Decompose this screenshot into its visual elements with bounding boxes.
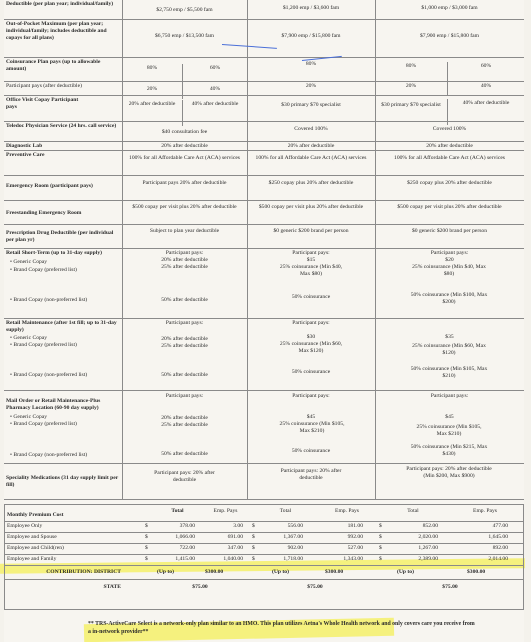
plan2-total-header: Total: [279, 508, 292, 514]
row-retail-maintenance: [4, 319, 524, 391]
plan3-emp-pays: 1,645.00: [488, 534, 508, 540]
plan1-value: $40 consultation fee: [161, 129, 208, 135]
plan3-out-network: 40% after deductible: [447, 99, 524, 125]
plan1-value: 100% for all Affordable Care Act (ACA) services: [129, 155, 240, 161]
plan3-emp-pays: 892.00: [492, 545, 508, 551]
plan2-value: 20%: [305, 83, 317, 89]
plan1-total: 1,066.00: [175, 534, 195, 540]
plan3-out-network: 40%: [447, 82, 524, 96]
premium-title: Monthly Premium Cost: [7, 512, 64, 518]
plan2-total: 556.00: [287, 523, 303, 529]
row-label: Diagnostic Lab: [6, 143, 43, 149]
plan3-value: $250 copay plus 20% after deductible: [407, 180, 492, 186]
row-label: Speciality Medications (31 day supply limit per fill): [6, 475, 119, 488]
plan2-value: $250 copay plus 20% after deductible: [268, 180, 354, 186]
plan3-nonpref: 50% coinsurance (Min $105, Max $210): [410, 366, 488, 379]
plan1-value: Participant pays 20% after deductible: [142, 180, 227, 186]
plan1-upto: (Up to): [157, 569, 174, 575]
plan2-emp-pays: 527.00: [347, 545, 363, 551]
currency-sign: $: [145, 523, 148, 529]
plan3-in-network: 20%: [405, 83, 417, 89]
plan1-emp-header: Emp. Pays: [213, 508, 238, 514]
row-label: Office Visit Copay Participant pays: [6, 97, 79, 110]
plan3-value: Participant pays: 20% after deductible (Min $200, Max $900): [406, 466, 492, 479]
plan1-total: 378.00: [179, 523, 195, 529]
row-label: Emergency Room (participant pays): [6, 183, 93, 189]
plan2-nonpref: 50% coinsurance: [291, 294, 331, 300]
plan2-upto: (Up to): [272, 569, 289, 575]
plan2-brand: 25% coinsurance (Min $40, Max $80): [279, 264, 343, 277]
plan3-value: $7,900 emp / $15,800 fam: [419, 33, 480, 39]
plan3-brand: 25% coinsurance (Min $60, Max $120): [412, 343, 486, 356]
plan1-district-amount: $300.00: [205, 569, 224, 575]
plan3-head: Participant pays:: [430, 250, 469, 256]
plan2-value: Participant pays: 20% after deductible: [280, 468, 342, 481]
plan2-generic: $15: [306, 257, 316, 263]
plan3-total: 2,020.00: [418, 534, 438, 540]
plan2-value: $500 copay per visit plus 20% after deductible: [258, 204, 364, 210]
currency-sign: $: [252, 556, 255, 562]
plan3-out-network: 60%: [447, 62, 524, 86]
plan2-generic: $30: [306, 334, 316, 340]
plan2-brand: 25% coinsurance (Min $105, Max $210): [279, 421, 345, 434]
brand-preferred-label: • Brand Copay (preferred list): [10, 421, 77, 427]
plan2-emp-pays: 992.00: [347, 534, 363, 540]
plan2-head: Participant pays:: [292, 250, 330, 256]
row-label: Participant pays (after deductible): [6, 83, 82, 89]
plan2-state-amount: $75.00: [307, 584, 323, 590]
plan3-value: Covered 100%: [432, 126, 467, 132]
plan2-head: Participant pays:: [292, 320, 330, 326]
plan2-head: Participant pays:: [292, 393, 330, 399]
plan1-generic: 20% after deductible: [161, 257, 208, 263]
currency-sign: $: [379, 523, 382, 529]
row-label: Preventive Care: [6, 152, 45, 158]
row-teledoc: [4, 122, 524, 142]
plan1-value: Participant pays: 20% after deductible: [154, 470, 215, 483]
plan1-brand: 25% after deductible: [161, 422, 208, 428]
plan3-brand: 25% coinsurance (Min $40, Max $80): [412, 264, 486, 277]
currency-sign: $: [252, 523, 255, 529]
benefits-table: [4, 0, 524, 642]
plan2-total: 1,718.00: [283, 556, 303, 562]
currency-sign: $: [379, 545, 382, 551]
plan3-total: 2,389.00: [418, 556, 438, 562]
plan1-total: 1,415.00: [175, 556, 195, 562]
row-specialty-medications: [4, 464, 524, 500]
plan1-value: $500 copay per visit plus 20% after deductible: [132, 204, 237, 210]
plan3-district-amount: $300.00: [467, 569, 486, 575]
currency-sign: $: [145, 545, 148, 551]
plan2-value: $0 generic $200 brand per person: [273, 228, 349, 234]
brand-preferred-label: • Brand Copay (preferred list): [10, 342, 77, 348]
plan3-total: 1,267.00: [418, 545, 438, 551]
plan3-value: $500 copay per visit plus 20% after deductible: [397, 204, 502, 210]
plan1-nonpref: 50% after deductible: [161, 297, 208, 303]
plan1-out-network: 60%: [182, 64, 247, 88]
row-preventive-care: [4, 151, 524, 176]
plan1-state-amount: $75.00: [192, 584, 208, 590]
plan2-value: $30 primary $70 specialist: [281, 102, 341, 108]
plan1-total: 722.00: [179, 545, 195, 551]
plan2-value: 100% for all Affordable Care Act (ACA) services: [255, 155, 367, 161]
plan2-emp-pays: 181.00: [347, 523, 363, 529]
plan1-nonpref: 50% after deductible: [161, 372, 208, 378]
contribution-state-row: [5, 579, 523, 594]
plan3-total: 852.00: [422, 523, 438, 529]
plan1-emp-pays: 347.00: [227, 545, 243, 551]
row-rx-deductible: [4, 225, 524, 249]
brand-nonpreferred-label: • Brand Copay (non-preferred list): [10, 372, 88, 378]
row-coinsurance-participant: [4, 82, 524, 96]
plan3-in-network: 80%: [405, 63, 417, 69]
plan2-total: 902.00: [287, 545, 303, 551]
plan3-emp-pays: 2,014.00: [488, 556, 508, 562]
currency-sign: $: [145, 534, 148, 540]
row-label: Out-of-Pocket Maximum (per plan year; individual/family; includes deductible and copays for all plans): [6, 21, 107, 41]
row-label: Deductible (per plan year; individual/family): [6, 1, 114, 7]
plan1-total-header: Total: [171, 508, 184, 514]
plan1-emp-pays: 3.00: [233, 523, 243, 529]
brand-nonpreferred-label: • Brand Copay (non-preferred list): [10, 297, 88, 303]
plan2-value: Covered 100%: [294, 126, 328, 132]
plan3-value: $0 generic $200 brand per person: [411, 228, 488, 234]
row-office-visit: [4, 96, 524, 122]
plan1-generic: 20% after deductible: [161, 336, 208, 342]
row-label: Mail Order or Retail Maintenance-Plus Pharmacy Location (60-90 day supply): [6, 398, 101, 411]
plan2-nonpref: 50% coinsurance: [291, 369, 331, 375]
plan2-value: 20% after deductible: [287, 143, 335, 149]
plan1-out-network: 40%: [182, 85, 247, 99]
plan3-state-amount: $75.00: [442, 584, 458, 590]
row-freestanding-er: [4, 201, 524, 225]
plan3-nonpref: 50% coinsurance (Min $100, Max $200): [410, 292, 488, 305]
currency-sign: $: [252, 534, 255, 540]
currency-sign: $: [145, 556, 148, 562]
row-retail-short-term: [4, 249, 524, 319]
plan3-nonpref: 50% coinsurance (Min $215, Max $430): [410, 444, 488, 457]
plan2-value: $1,200 emp / $3,600 fam: [282, 5, 340, 11]
row-label: Retail Short-Term (up to 31-day supply): [6, 250, 102, 256]
plan1-head: Participant pays:: [165, 250, 204, 256]
row-diagnostic-lab: [4, 142, 524, 151]
contribution-district-row: [5, 565, 523, 580]
premium-row-label: Employee and Family: [7, 556, 57, 562]
plan2-brand: 25% coinsurance (Min $60, Max $120): [279, 341, 343, 354]
plan1-head: Participant pays:: [165, 393, 204, 399]
plan3-head: Participant pays:: [430, 393, 469, 399]
plan1-value: Subject to plan year deductible: [149, 228, 220, 234]
state-label: STATE: [103, 584, 121, 590]
premium-table: [4, 504, 524, 610]
plan1-brand: 25% after deductible: [161, 343, 208, 349]
plan2-generic: $45: [306, 414, 316, 420]
premium-row-label: Employee and Spouse: [7, 534, 57, 540]
plan1-in-network: 20%: [146, 86, 158, 92]
plan3-total-header: Total: [407, 508, 419, 514]
plan3-generic: $35: [445, 334, 454, 340]
currency-sign: $: [379, 556, 382, 562]
plan1-brand: 25% after deductible: [161, 264, 208, 270]
plan3-emp-pays: 477.00: [492, 523, 508, 529]
row-label: Prescription Drug Deductible (per individual per plan yr): [6, 230, 114, 243]
plan1-in-network: 80%: [146, 65, 158, 71]
row-mail-order: [4, 391, 524, 464]
plan1-nonpref: 50% after deductible: [161, 451, 208, 457]
generic-copay-label: • Generic Copay: [10, 414, 48, 420]
plan1-value: $2,750 emp / $5,500 fam: [156, 7, 213, 13]
plan2-emp-header: Emp. Pays: [335, 508, 359, 514]
plan1-head: Participant pays:: [165, 320, 204, 326]
plan2-value: $7,900 emp / $15,800 fam: [281, 33, 341, 39]
contribution-label: CONTRIBUTION: DISTRICT: [46, 569, 121, 575]
plan3-brand: 25% coinsurance (Min $105, Max $210): [416, 424, 482, 437]
plan2-emp-pays: 1,343.00: [343, 556, 363, 562]
row-label: Freestanding Emergency Room: [6, 210, 82, 216]
currency-sign: $: [379, 534, 382, 540]
plan1-value: $6,750 emp / $13,500 fam: [154, 33, 215, 39]
plan3-in-network: $30 primary $70 specialist: [381, 102, 441, 108]
plan1-emp-pays: 1,040.00: [223, 556, 243, 562]
footnote: ** TRS-ActiveCare Select is a network-only plan similar to an HMO. This plan utilizes Aetna's Whole Health network and only covers care you receive from a in-network provider**: [88, 621, 475, 635]
row-coinsurance-plan: [4, 58, 524, 82]
plan3-value: $1,000 emp / $3,000 fam: [421, 5, 478, 11]
plan1-value: 20% after deductible: [161, 143, 208, 149]
plan3-generic: $20: [445, 257, 454, 263]
row-deductible: [4, 0, 524, 20]
row-oop-max: [4, 20, 524, 58]
currency-sign: $: [252, 545, 255, 551]
generic-copay-label: • Generic Copay: [10, 335, 48, 341]
plan1-generic: 20% after deductible: [161, 415, 208, 421]
row-emergency-room: [4, 176, 524, 201]
plan2-nonpref: 50% coinsurance: [291, 448, 331, 454]
plan3-generic: $45: [445, 414, 454, 420]
brand-nonpreferred-label: • Brand Copay (non-preferred list): [10, 452, 88, 458]
generic-copay-label: • Generic Copay: [10, 259, 48, 265]
premium-row-label: Employee and Child(ren): [7, 545, 64, 551]
plan1-emp-pays: 691.00: [227, 534, 243, 540]
row-label: Teledoc Physician Service (24 hrs. call service): [6, 123, 117, 129]
plan2-total: 1,367.00: [283, 534, 303, 540]
plan3-value: 20% after deductible: [426, 143, 473, 149]
plan3-upto: (Up to): [397, 569, 414, 575]
plan1-out-network: 40% after deductible: [182, 100, 247, 126]
plan2-value: 80%: [305, 61, 317, 67]
brand-preferred-label: • Brand Copay (preferred list): [10, 267, 77, 273]
row-label: Coinsurance Plan pays (up to allowable amount): [6, 59, 101, 72]
plan1-in-network: 20% after deductible: [128, 101, 176, 107]
premium-row-label: Employee Only: [7, 523, 43, 529]
plan3-emp-header: Emp. Pays: [473, 508, 497, 514]
row-label: Retail Maintenance (after 1st fill; up to 31-day supply): [6, 320, 117, 333]
plan2-district-amount: $300.00: [325, 569, 344, 575]
plan3-value: 100% for all Affordable Care Act (ACA) services: [394, 155, 505, 161]
